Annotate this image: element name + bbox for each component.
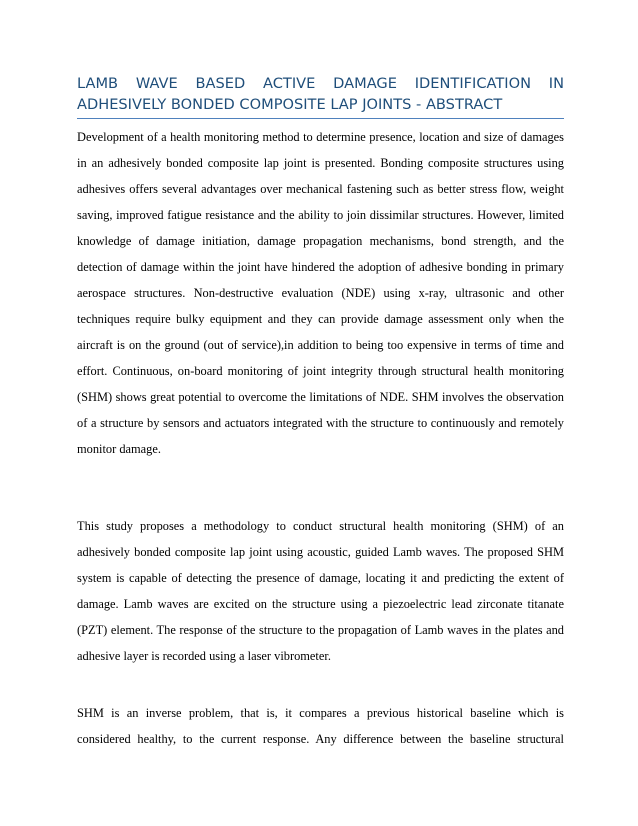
- text-line: considered healthy, to the current response. Any difference between the baseline structural: [77, 732, 564, 746]
- title-underline: [77, 118, 564, 119]
- text-line: techniques require bulky equipment and they can provide damage assessment only when the: [77, 312, 564, 326]
- text-line: effort. Continuous, on-board monitoring of joint integrity through structural health monitoring: [77, 364, 564, 378]
- text-line: in an adhesively bonded composite lap joint is presented. Bonding composite structures using: [77, 156, 564, 170]
- text-line: damage. Lamb waves are excited on the structure using a piezoelectric lead zirconate titanate: [77, 597, 564, 611]
- text-line: knowledge of damage initiation, damage propagation mechanisms, bond strength, and the: [77, 234, 564, 248]
- text-line: of a structure by sensors and actuators integrated with the structure to continuously and remotely: [77, 416, 564, 430]
- text-line: saving, improved fatigue resistance and the ability to join dissimilar structures. However, limited: [77, 208, 564, 222]
- text-line: system is capable of detecting the presence of damage, locating it and predicting the extent of: [77, 571, 564, 585]
- text-line: (SHM) shows great potential to overcome the limitations of NDE. SHM involves the observation: [77, 390, 564, 404]
- text-line: monitor damage.: [77, 442, 161, 456]
- paragraph-1: [77, 124, 564, 462]
- text-line: detection of damage within the joint have hindered the adoption of adhesive bonding in primary: [77, 260, 564, 274]
- text-line: aircraft is on the ground (out of service),in addition to being too expensive in terms of time and: [77, 338, 564, 352]
- paragraph-3: [77, 700, 564, 752]
- document-title: [77, 73, 564, 115]
- text-line: adhesively bonded composite lap joint using acoustic, guided Lamb waves. The proposed SHM: [77, 545, 564, 559]
- text-line: (PZT) element. The response of the structure to the propagation of Lamb waves in the plates and: [77, 623, 564, 637]
- text-line: adhesives offers several advantages over mechanical fastening such as better stress flow, weight: [77, 182, 564, 196]
- text-line: SHM is an inverse problem, that is, it compares a previous historical baseline which is: [77, 706, 564, 720]
- paragraph-2: [77, 513, 564, 669]
- title-line-2: ADHESIVELY BONDED COMPOSITE LAP JOINTS - ABSTRACT: [77, 96, 503, 113]
- text-line: adhesive layer is recorded using a laser vibrometer.: [77, 649, 331, 663]
- text-line: This study proposes a methodology to conduct structural health monitoring (SHM) of an: [77, 519, 564, 533]
- title-line-1: LAMB WAVE BASED ACTIVE DAMAGE IDENTIFICATION IN: [77, 75, 564, 92]
- text-line: aerospace structures. Non-destructive evaluation (NDE) using x-ray, ultrasonic and other: [77, 286, 564, 300]
- text-line: Development of a health monitoring method to determine presence, location and size of damages: [77, 130, 564, 144]
